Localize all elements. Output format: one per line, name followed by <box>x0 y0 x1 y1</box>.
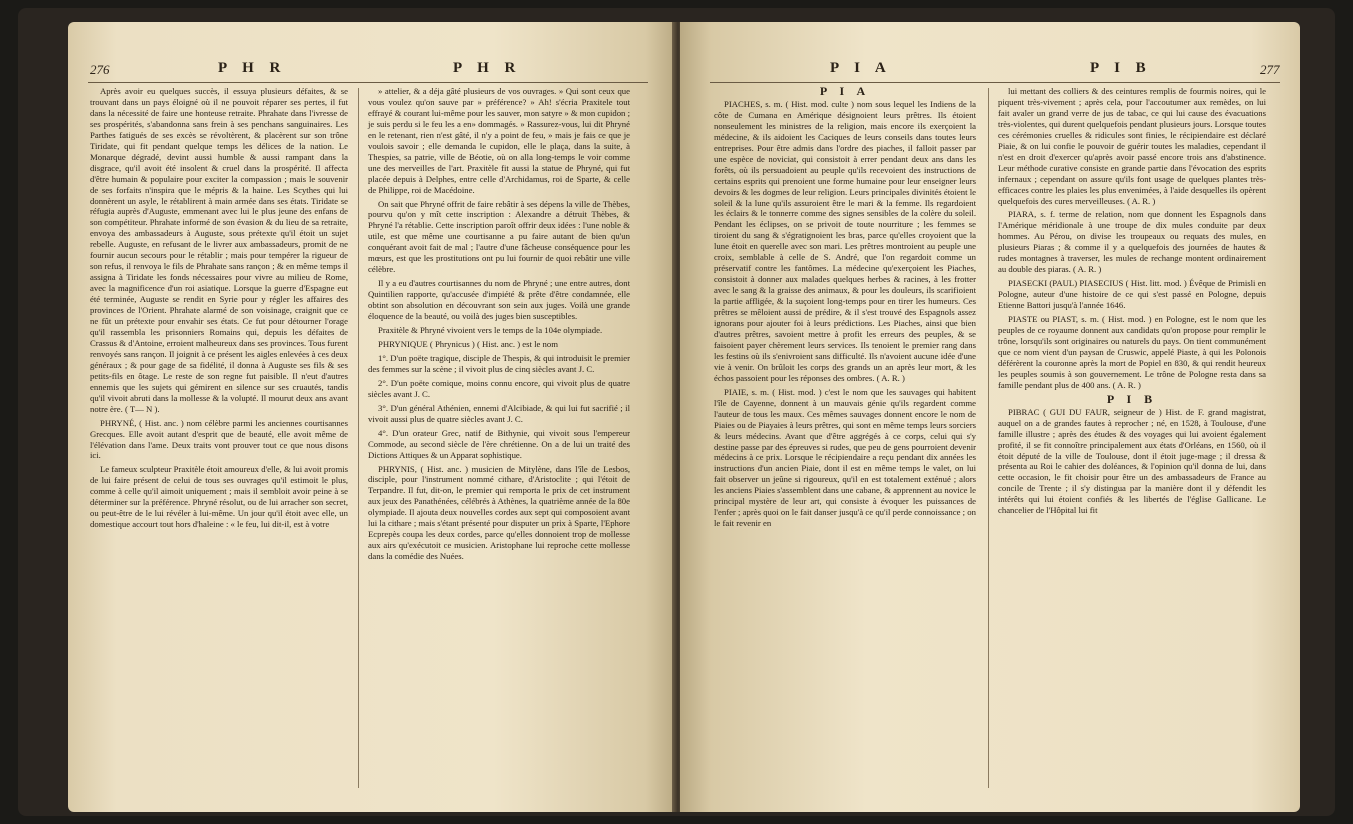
left-column-1 <box>90 86 348 533</box>
paragraph: Après avoir eu quelques succès, il essuya plusieurs défaites, & se trouvant dans un pays éloigné où il ne pouvoit réparer ses pertes, il fut dans la nécessité de faire une honteuse retraite. Phrahate dans l'ivresse de ses prospérités, s'abandonna sans frein à ses penchans sanguinaires. Les Parthes fatigués de ses excès se révoltèrent, & placèrent sur son trône Tiridate, qui fit pendant quelque temps les délices de la nation. Le Monarque dégradé, devint aussi humble & aussi rampant dans la disgrace, qu'il avoit été insolent & cruel dans la prospérité. Il affecta d'être humain & populaire pour exciter la compassion ; mais le souvenir de ses forfaits n'inspira que le mépris & la haine. Les Scythes qui lui donnèrent un asyle, le rétablirent à main armée dans ses états. Tiridate se réfugia auprès d'Auguste, emmenant avec lui le plus jeune des enfans de son compétiteur. Phrahate informé de son évasion & du lieu de sa retraite, envoya des ambassadeurs à Auguste, sous prétexte qu'il étoit un sujet rebelle. Auguste, en refusant de le livrer aux ambassadeurs, promit de ne fournir aucun secours pour le rétablir ; mais pour tempérer la rigueur de son refus, il renvoya le fils de Phrahate sans rançon ; & en même temps il assigna à Tiridate les fonds nécessaires pour vivre au milieu de Rome, avec la magnificence d'un roi asiatique. Lorsque la guerre d'Espagne eut été terminée, Auguste se rendit en Syrie pour y régler les affaires des provinces de l'Orient. Phrahate alarmé de son voisinage, craignit que ce ne fût un prétexte pour envahir ses états. Ce fut pour détourner l'orage qu'il rassembla les prisonniers Romains qui, depuis les défaites de Crassus & d'Antoine, erroient malheureux dans ses provinces. Tous furent renvoyés sans rançon. Il joignit à ce présent les aigles enlevées à ces deux généraux ; & pour gage de sa fidélité, il donna à Auguste ses fils & ses petits-fils en ôtage. Le reste de son regne fut paisible. Il n'eut d'autres ennemis que les sujets qui gémirent en silence sur ses cruautés, tandis qu'il vivoit abruti dans la mollesse & la volupté. Il mourut deux ans avant notre ère. ( T— N ). <box>90 86 348 414</box>
paragraph: PIACHES, s. m. ( Hist. mod. culte ) nom sous lequel les Indiens de la côte de Cumana en Amérique désignoient leurs prêtres. Ils étoient nonseulement les ministres de la religion, mais encore ils exerçoient la médecine, & ils aidoient les Caciques de leurs conseils dans toutes leurs entreprises. Pour être admis dans l'ordre des piaches, il falloit passer par une espèce de noviciat, qui consistoit à errer pendant deux ans dans les forêts, où ils persuadoient au peuple qu'ils recevoient des instructions de certains esprits qui prenoient une forme humaine pour leur enseigner leurs devoirs & les dogmes de leur religion. Leurs principales divinités étoient le soleil & la lune qu'ils assuroient être le mari & la femme. Ils regardoient les éclairs & le tonnerre comme des signes sensibles de la colère du soleil. Pendant les éclipses, on se privoit de toute nourriture ; les femmes se tiroient du sang & s'égratignoient les bras, parce qu'elles croyoient que la lune étoit en querelle avec son mari. Les prêtres montroient au peuple une croix, semblable à celle de S. André, que l'on regardoit comme un préservatif contre les fantômes. La médecine qu'exerçoient les Piaches, consistoit à donner aux malades quelques herbes & racines, à les frotter avec le sang & la graisse des animaux, & pour les douleurs, ils scarifioient la partie affligée, & la suçoient long-temps pour en tirer les humeurs. Ces prêtres se mêloient aussi de prédire, & il s'est trouvé des Espagnols assez ignorans pour ajouter foi à leurs prédictions. Les Piaches, ainsi que bien d'autres prêtres, savoient mettre à profit les erreurs des peuples, & se faisoient payer chèrement leurs services. Ils tenoient le premier rang dans les festins où ils s'enivroient sans difficulté. Ils n'avoient aucune idée d'une vie à venir. On brûloit les corps des grands un an après leur mort, & les échos passoient pour les réponses des ombres. ( A. R. ) <box>714 98 976 383</box>
paragraph: 4°. D'un orateur Grec, natif de Bithynie, qui vivoit sous l'empereur Commode, au second siècle de l'ère chrétienne. On a de lui un traité des Dictions Attiques & un Apparat sophistique. <box>368 427 630 460</box>
paragraph: PIBRAC ( GUI DU FAUR, seigneur de ) Hist. de F. grand magistrat, auquel on a de grandes fautes à reprocher ; né, en 1528, à Toulouse, d'une famille illustre ; après des études & des voyages qui lui avoient également profité, il se fit connoître principalement aux états d'Orléans, en 1560, où il étoit député de la ville de Toulouse, dont il étoit juge-mage ; il dressa & présenta au Roi le cahier des doléances, & l'opinion qu'il donna de lui, dans cette occasion, le fit choisir pour être un des ambassadeurs de France au concile de Trente ; il s'y distingua par la manière dont il y défendit les intérêts qui lui étoient confiés & les libertés de l'église Gallicane. Le chancelier de l'Hôpital lui fit <box>998 406 1266 516</box>
paragraph: PIASECKI (PAUL) PIASECIUS ( Hist. litt. mod. ) Évêque de Primisli en Pologne, auteur d'une histoire de ce qui s'est passé en Pologne, depuis Etienne Battori jusqu'à l'année 1646. <box>998 278 1266 311</box>
paragraph: Praxitèle & Phryné vivoient vers le temps de la 104e olympiade. <box>378 325 603 336</box>
left-column-2 <box>368 86 630 565</box>
right-page <box>680 22 1300 812</box>
paragraph: PHRYNÉ, ( Hist. anc. ) nom célèbre parmi les anciennes courtisannes Grecques. Elle avoit autant d'esprit que de beauté, elle avoit même de l'élévation dans l'ame. Deux traits vont prouver tout ce que nous disons ici. <box>90 417 348 461</box>
paragraph: PIARA, s. f. terme de relation, nom que donnent les Espagnols dans l'Amérique méridionale à une troupe de dix mules conduite par deux hommes. Au Pérou, on divise les troupeaux ou requats des mules, en plusieurs Piaras ; & comme il y a quelquefois des journées de hautes & rudes montagnes à traverser, les mules de rechange montent ordinairement au double des piaras. ( A. R. ) <box>998 209 1266 275</box>
book-spread <box>18 8 1335 816</box>
paragraph: PIAIE, s. m. ( Hist. mod. ) c'est le nom que les sauvages qui habitent l'île de Cayenne, donnent à un mauvais génie qu'ils regardent comme l'auteur de tous les maux. Ces mêmes sauvages donnent encore le nom de Piaies ou de Piayaies à leurs prêtres, qui sont en même temps leurs sorciers & leurs médecins. Avant que d'être aggrégés à ce corps, celui qui s'y destine passe par des épreuves si rudes, que peu de gens pourroient devenir médecins à ce prix. Lorsque le récipiendaire a reçu pendant dix années les instructions d'un ancien Piaie, dont il est en même temps le valet, on lui fait observer un jeûne si rigoureux, qu'il en est totalement exténué ; alors les anciens Piaies s'assemblent dans une cabane, & apprennent au novice le principal mystère de leur art, qui consiste à évoquer les puissances de l'enfer ; après quoi on le fait danser jusqu'à ce qu'il perde connoissance ; on le fait revenir en <box>714 386 976 529</box>
paragraph: 2°. D'un poëte comique, moins connu encore, qui vivoit plus de quatre siècles avant J. C. <box>368 377 630 399</box>
running-head-right-col2: P I B <box>1090 60 1152 76</box>
right-column-2 <box>998 86 1266 519</box>
page-number-right: 277 <box>1260 62 1280 77</box>
paragraph: lui mettant des colliers & des ceintures remplis de fourmis noires, qui le piquent très-vivement ; après cela, pour l'accoutumer aux remèdes, on lui fait avaler un grand verre de jus de tabac, ce qui lui cause des évacuations très-violentes, qui durent quelquefois pendant plusieurs jours. Lorsque toutes ces cérémonies cruelles & ridicules sont finies, le récipiendaire est déclaré Piaie, & on lui confie le pouvoir de guérir toutes les maladies, cependant il n'est en droit d'exercer qu'après avoir passé encore trois ans d'abstinence. Leur méthode curative consiste en grande partie dans l'évocation des esprits infernaux ; cependant on assure qu'ils font usage de quelques plantes très-efficaces contre les plaies les plus envenimées, à l'aide desquelles ils opèrent quelquefois des cures merveilleuses. ( A. R. ) <box>998 86 1266 206</box>
paragraph: On sait que Phryné offrit de faire rebâtir à ses dépens la ville de Thèbes, pourvu qu'on y mît cette inscription : Alexandre a détruit Thèbes, & Phryné l'a rétablie. Cette inscription paroît offrir deux idées : l'une noble & utile, est que même une courtisanne a pu faire autant de bien qu'un conquérant avoit fait de mal ; l'autre d'une fâcheuse conséquence pour les mœurs, est que les prostitutions ont pu lui fournir de quoi rebâtir une ville célèbre. <box>368 198 630 275</box>
column-divider <box>988 88 989 788</box>
paragraph: 3°. D'un général Athénien, ennemi d'Alcibiade, & qui lui fut sacrifié ; il vivoit aussi plus de quatre siècles avant J. C. <box>368 402 630 424</box>
left-page <box>68 22 676 812</box>
running-head-left-col2: P H R <box>453 60 522 76</box>
paragraph: PIASTE ou PIAST, s. m. ( Hist. mod. ) en Pologne, est le nom que les peuples de ce royaume donnent aux candidats qu'on propose pour remplir le trône, lorsqu'ils sont originaires ou naturels du pays. On tient communément que ce nom vient d'un paysan de Cruswic, appelé Piaste, à qui les Polonois déférèrent la couronne après la mort de Popiel en 830, & qui rendit heureux les peuples soumis à son gouvernement. Le trône de Pologne resta dans sa famille pendant plus de 400 ans. ( A. R. ) <box>998 314 1266 390</box>
section-title-pib: P I B <box>1106 391 1158 406</box>
header-rule <box>88 82 648 83</box>
running-head-left-col1: P H R <box>218 60 287 76</box>
column-divider <box>358 88 359 788</box>
header-rule <box>710 82 1280 83</box>
page-number-left: 276 <box>90 62 110 77</box>
section-title-pia: P I A <box>819 84 871 98</box>
paragraph: 1°. D'un poëte tragique, disciple de Thespis, & qui introduisit le premier des femmes sur la scène ; il vivoit plus de cinq siècles avant J. C. <box>368 352 630 374</box>
right-column-1 <box>714 86 976 532</box>
running-head-right-col1: P I A <box>830 60 892 76</box>
paragraph: PHRYNIS, ( Hist. anc. ) musicien de Mitylène, dans l'île de Lesbos, disciple, pour l'instrument nommé cithare, d'Aristoclite ; qui l'étoit de Terpandre. Il fut, dit-on, le premier qui remporta le prix de cet instrument aux jeux des Panathénées, célébrés à Athènes, la quatrième année de la 80e olympiade. Il ajouta deux nouvelles cordes aux sept qui composoient avant lui la cithare ; mais s'étant présenté pour disputer un prix à Sparte, l'Ephore Ecprepès coupa les deux cordes, parce qu'elles donnoient trop de mollesse aux airs qu'exécutoit ce musicien. Aristophane lui reproche cette mollesse dans la comédie des Nuées. <box>368 463 630 562</box>
paragraph: » attelier, & a déja gâté plusieurs de vos ouvrages. » Qui sont ceux que vous voulez qu'on sauve par » préférence? » Ah! s'écria Praxitele tout effrayé & courant lui-même pour les sauver, mon satyre » & mon cupidon ; je suis perdu si le feu les a en» dommagés. » Rassurez-vous, lui dit Phryné en le retenant, rien n'est gâté, il n'y a point de feu, » mais je fais ce que je voulois savoir ; elle demanda le cupidon, elle le plaça, dans la suite, à Thespies, sa patrie, ville de Béotie, où on alla long-temps le voir comme une des merveilles de l'art. Praxitèle fit aussi la statue de Phryné, qui fut placée depuis à Delphes, entre celle d'Archidamus, roi de Sparte, & celle de Philippe, roi de Macédoine. <box>368 86 630 195</box>
paragraph: PHRYNIQUE ( Phrynicus ) ( Hist. anc. ) est le nom <box>378 338 559 349</box>
paragraph: Il y a eu d'autres courtisannes du nom de Phryné ; une entre autres, dont Quintilien rapporte, qu'accusée d'impiété & prête d'être condamnée, elle obtint son absolution en découvrant son sein aux juges. Voilà une grande éloquence de la beauté, ou voilà des juges bien susceptibles. <box>368 278 630 322</box>
paragraph: Le fameux sculpteur Praxitèle étoit amoureux d'elle, & lui avoit promis de lui faire présent de celui de tous ses ouvrages qu'il estimoit le plus, comme à celle qu'il aimoit uniquement ; mais il sembloit avoir peine à se déterminer sur la préférence. Phryné résolut, ou de lui arracher son secret, ou peut-être de le lui révéler à lui-même. Un jour qu'il étoit avec elle, un domestique accourt tout hors d'haleine : « le feu, lui dit-il, est à votre <box>90 464 348 530</box>
